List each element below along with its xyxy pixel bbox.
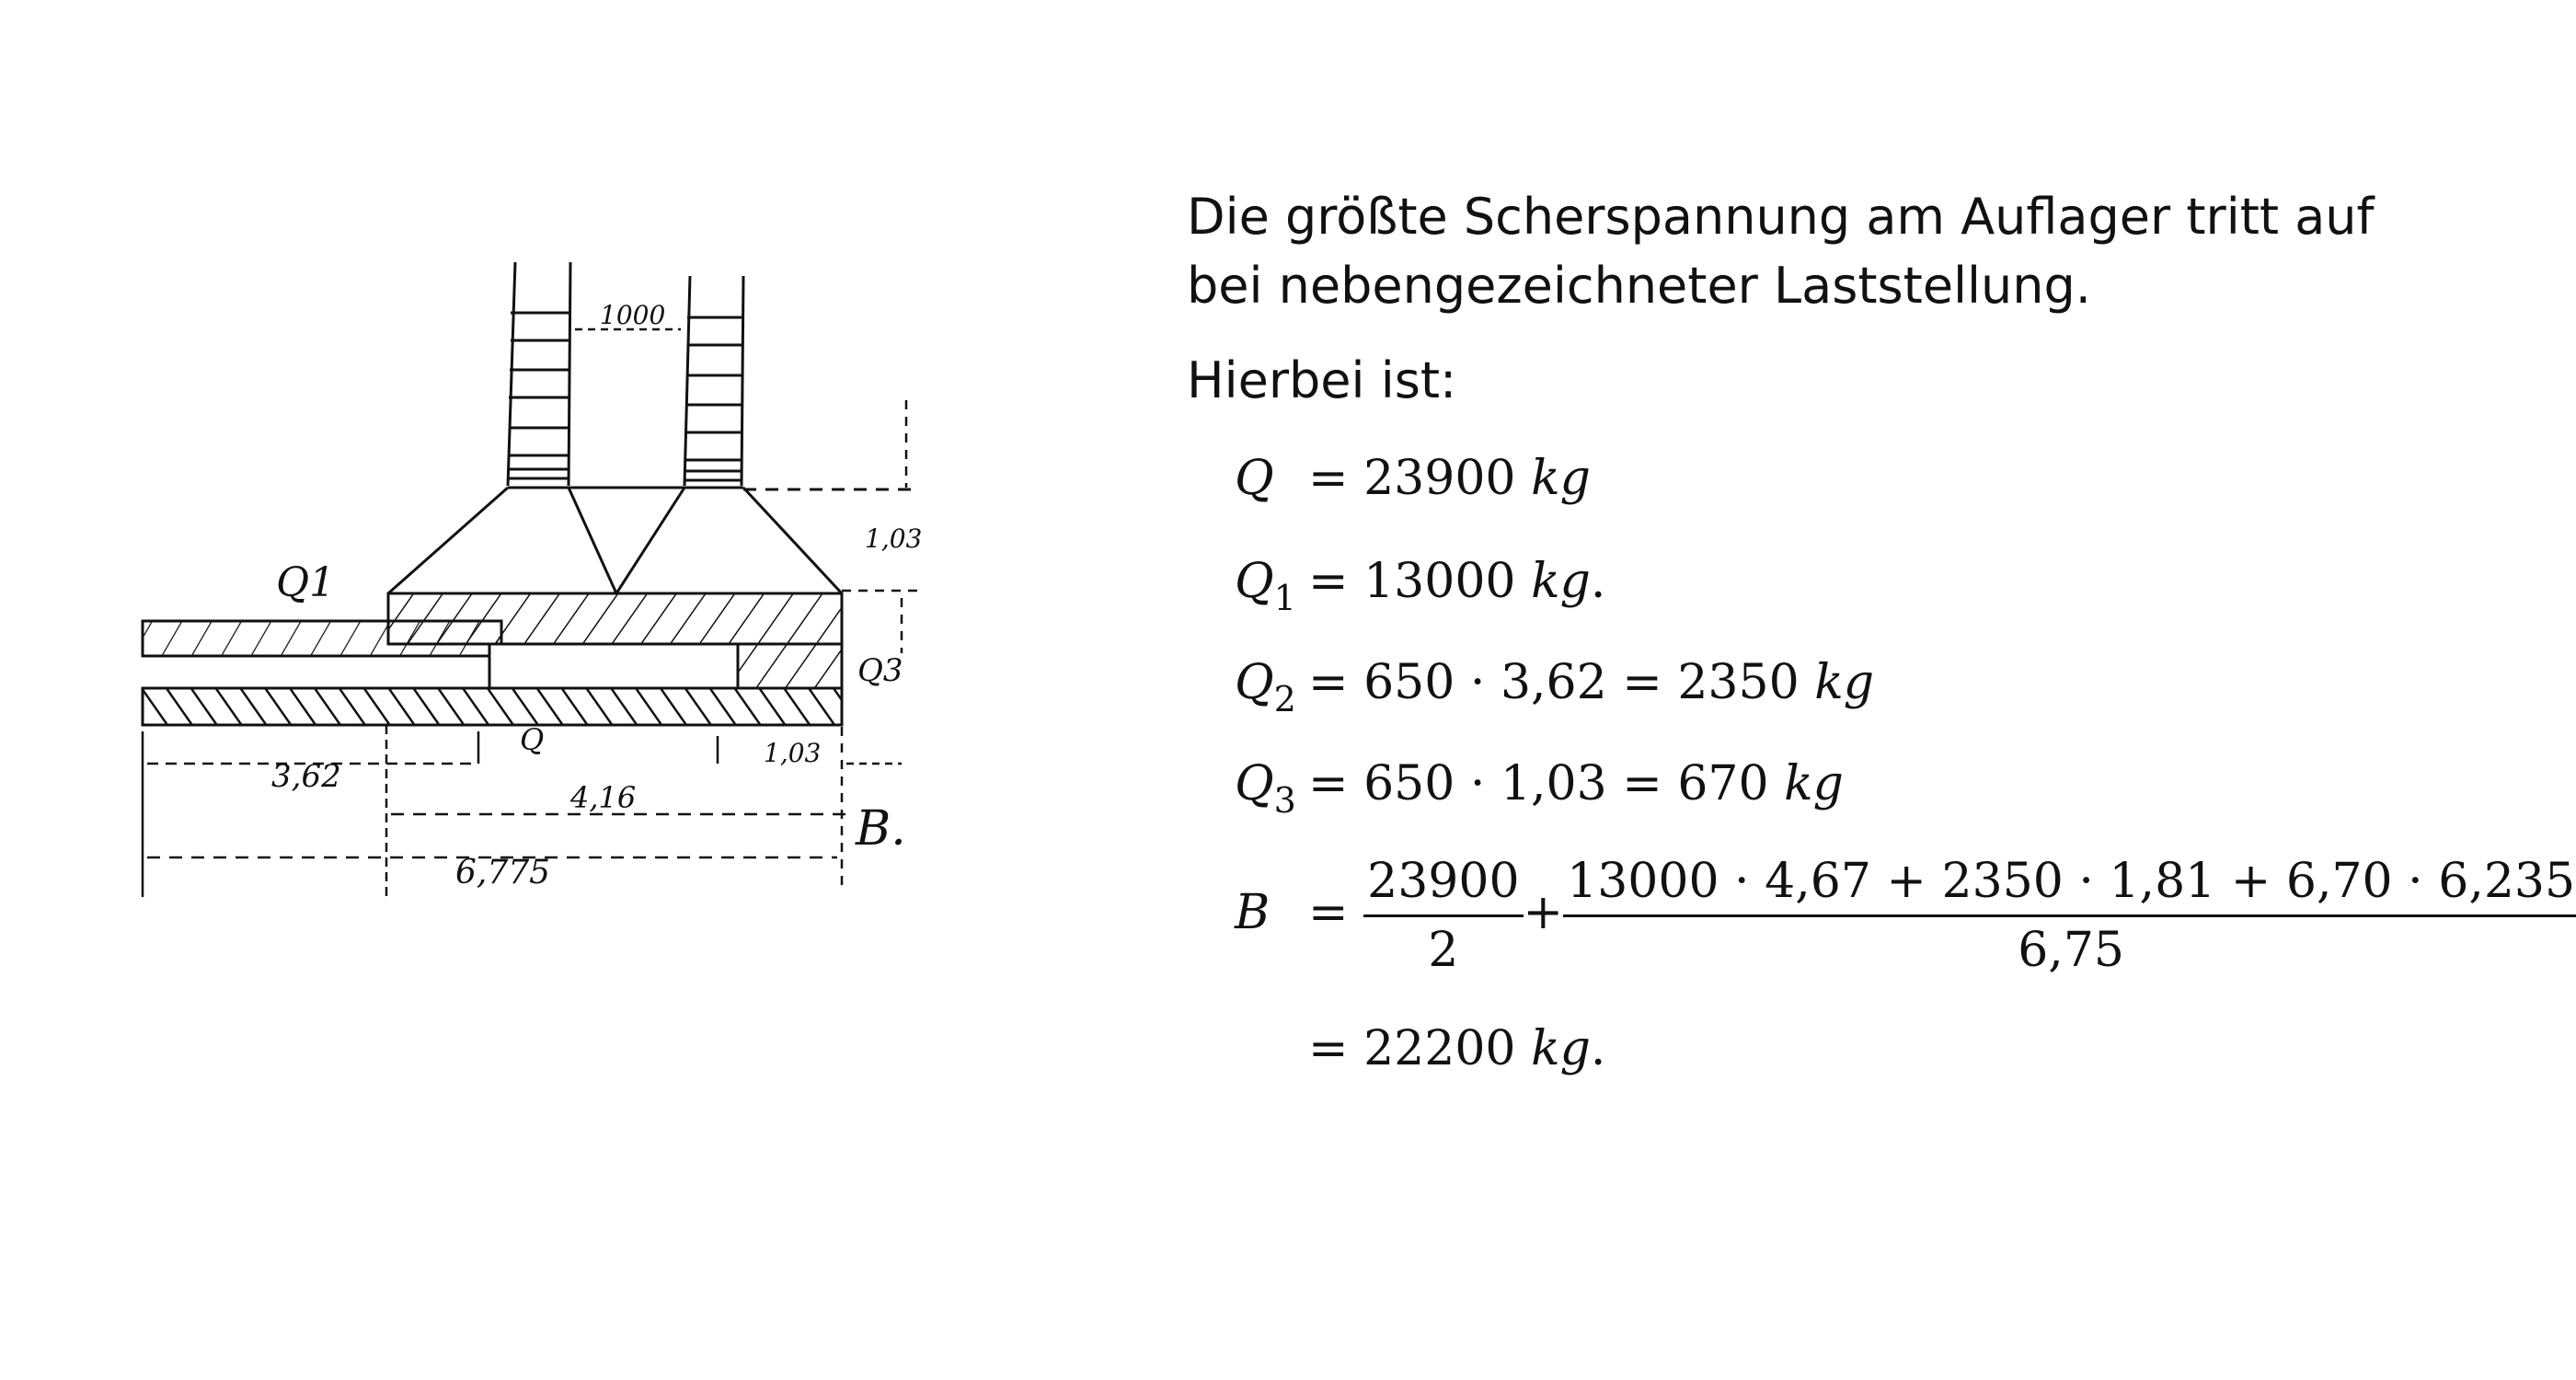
- eq-b-result-tail: .: [1590, 1021, 1606, 1076]
- equation-q2: [1235, 655, 1874, 719]
- eq-b-frac1-den: 2: [1363, 914, 1523, 978]
- eq-b-frac2-den: 6,75: [1563, 914, 2576, 978]
- load-sketch: [129, 248, 994, 920]
- eq-q-rhs: = 23900: [1308, 451, 1516, 506]
- dim-c-label: 1,03: [764, 738, 822, 768]
- eq-b-var: B: [1235, 885, 1271, 940]
- dim-b-label: 4,16: [570, 780, 637, 815]
- eq-b-result-unit: kg: [1531, 1021, 1591, 1076]
- text-column: [1187, 182, 2548, 415]
- eq-q3-rhs: = 650 · 1,03 = 670: [1308, 756, 1769, 811]
- eq-q-unit: kg: [1531, 451, 1591, 506]
- equation-q1: [1235, 554, 1605, 618]
- eq-b-frac2-num: 13000 · 4,67 + 2350 · 1,81 + 6,70 · 6,235: [1567, 854, 2576, 909]
- eq-q1-rhs: = 13000: [1308, 554, 1516, 609]
- intro-line-1: Die größte Scherspannung am Auflager tritt auf: [1187, 188, 2375, 246]
- hierbei-label: Hierbei ist:: [1187, 351, 1457, 409]
- eq-b-fraction-2: [1563, 854, 2576, 978]
- eq-b-plus: +: [1523, 885, 1564, 940]
- eq-b-eq: =: [1308, 885, 1349, 940]
- eq-q-var: Q: [1235, 451, 1274, 506]
- bracket-truss: [388, 488, 911, 593]
- eq-q2-rhs: = 650 · 3,62 = 2350: [1308, 655, 1800, 710]
- equation-b-result: [1308, 1021, 1605, 1076]
- eq-q1-unit: kg: [1531, 554, 1591, 609]
- eq-b-fraction-1: [1363, 854, 1523, 978]
- bottom-beam: [143, 688, 842, 725]
- q3-label: Q3: [857, 652, 903, 689]
- eq-q1-var: $Q_1$: [1235, 554, 1296, 618]
- eq-q2-unit: kg: [1814, 655, 1875, 710]
- eq-q2-var: $Q_2$: [1235, 655, 1296, 719]
- gap-void: [489, 644, 738, 688]
- dim-total-label: 6,775: [455, 854, 551, 891]
- top-dim-label: 1000: [600, 300, 666, 330]
- equation-q3: [1235, 756, 1844, 821]
- q1-label: Q1: [276, 559, 336, 606]
- eq-b-frac1-num: 23900: [1367, 854, 1520, 909]
- q-label: Q: [520, 722, 545, 757]
- eq-q1-tail: .: [1590, 554, 1606, 609]
- equation-q: [1235, 451, 1591, 506]
- right-column: [684, 276, 743, 486]
- right-plate: [738, 644, 842, 688]
- right-dim-top: 1,03: [865, 523, 923, 554]
- intro-line-2: bei nebengezeichneter Laststellung.: [1187, 257, 2091, 315]
- left-plate: [143, 621, 501, 656]
- dim-a-label: 3,62: [271, 758, 341, 795]
- left-column: [508, 262, 570, 486]
- equation-b: [1235, 854, 2576, 978]
- eq-b-result-rhs: = 22200: [1308, 1021, 1516, 1076]
- b-label: B.: [856, 801, 906, 857]
- load-sketch-drawing: [129, 248, 994, 920]
- eq-q3-var: $Q_3$: [1235, 756, 1296, 821]
- eq-q3-unit: kg: [1784, 756, 1844, 811]
